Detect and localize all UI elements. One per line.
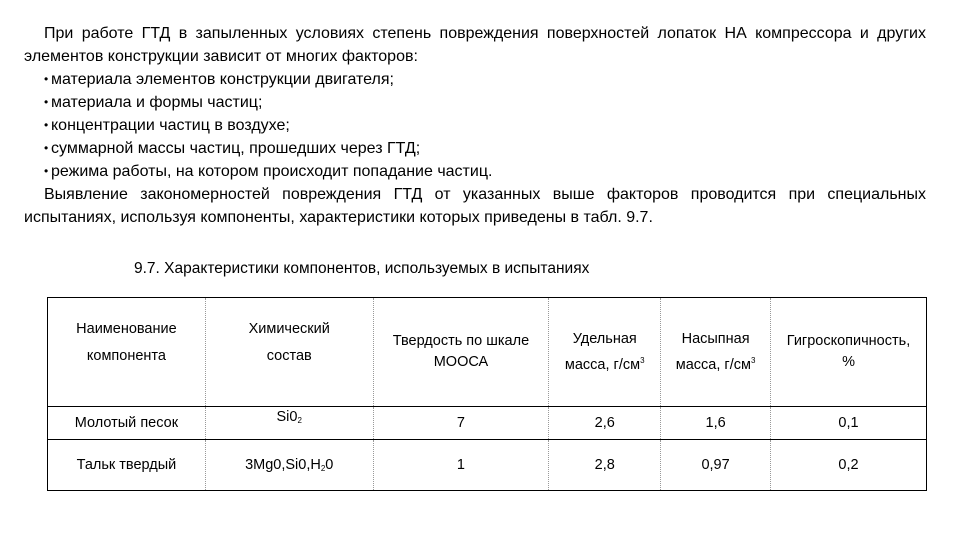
cell-formula: $3Mg0,Si0,H_20$ [205, 440, 373, 491]
table-row [48, 440, 927, 491]
list-item: • концентрации частиц в воздухе; [24, 114, 926, 137]
header-bulk-density: Насыпная масса, $г/см^3$ [661, 298, 771, 407]
cell-name: Тальк твердый [48, 440, 206, 491]
header-density: Удельная масса, $г/см^3$ [549, 298, 661, 407]
bullet-icon: • [44, 72, 49, 86]
bullet-icon: • [44, 141, 49, 155]
document-text [24, 22, 926, 229]
cell-hygroscopicity: 0,2 [771, 440, 927, 491]
header-hygroscopicity: Гигроскопичность, % [771, 298, 927, 407]
header-hardness: Твердость по шкале МООСА [373, 298, 549, 407]
header-name: Наименование компонента [48, 298, 206, 407]
list-item: • суммарной массы частиц, прошедших через ГТД; [24, 137, 926, 160]
cell-hardness: 7 [373, 407, 549, 440]
cell-bulk-density: 0,97 [661, 440, 771, 491]
table-row [48, 407, 927, 440]
table-header-row [48, 298, 927, 407]
components-table [47, 297, 927, 491]
cell-hygroscopicity: 0,1 [771, 407, 927, 440]
cell-hardness: 1 [373, 440, 549, 491]
list-item: • материала и формы частиц; [24, 91, 926, 114]
intro-paragraph: При работе ГТД в запыленных условиях степень повреждения поверхностей лопаток НА компрессора и других элементов конструкции зависит от многих факторов: [24, 25, 926, 65]
list-item: • материала элементов конструкции двигателя; [24, 68, 926, 91]
conclusion-paragraph: Выявление закономерностей повреждения ГТД от указанных выше факторов проводится при специальных испытаниях, используя компоненты, характеристики которых приведены в табл. 9.7. [24, 186, 926, 226]
bullet-icon: • [44, 118, 49, 132]
cell-formula: $Si0_2$ [205, 407, 373, 440]
table-caption: 9.7. Характеристики компонентов, используемых в испытаниях [134, 260, 590, 277]
bullet-icon: • [44, 95, 49, 109]
cell-density: 2,6 [549, 407, 661, 440]
factor-list [24, 68, 926, 183]
list-item: • режима работы, на котором происходит попадание частиц. [24, 160, 926, 183]
header-composition: Химический состав [205, 298, 373, 407]
cell-bulk-density: 1,6 [661, 407, 771, 440]
cell-name: Молотый песок [48, 407, 206, 440]
bullet-icon: • [44, 164, 49, 178]
cell-density: 2,8 [549, 440, 661, 491]
